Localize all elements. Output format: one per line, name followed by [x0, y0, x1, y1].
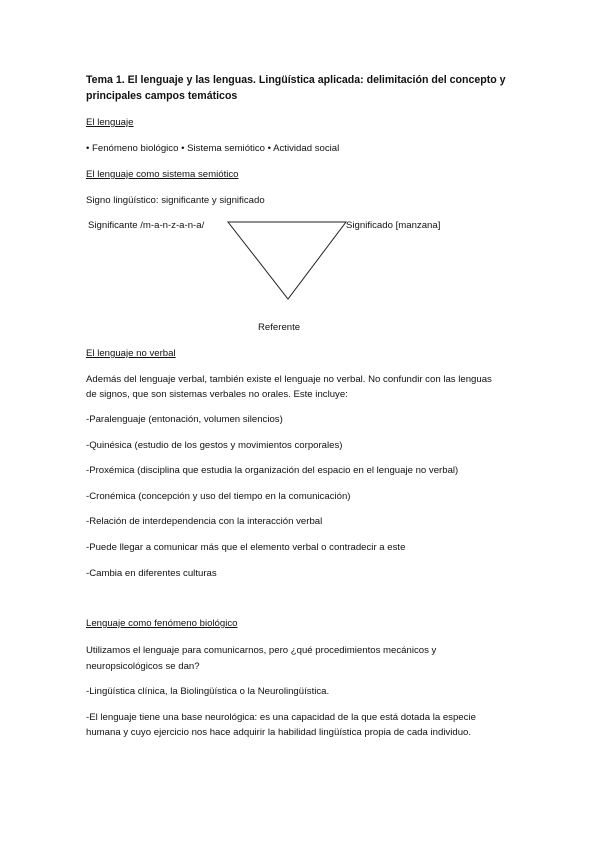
list-item: -Quinésica (estudio de los gestos y movimientos corporales) [86, 440, 343, 451]
bullet-line: • Fenómeno biológico • Sistema semiótico • Actividad social [86, 143, 340, 154]
document-title-line-1: Tema 1. El lenguaje y las lenguas. Lingüística aplicada: delimitación del concepto y [86, 74, 506, 86]
signified-label: Significado [manzana] [346, 220, 441, 231]
list-item: -Puede llegar a comunicar más que el elemento verbal o contradecir a este [86, 542, 406, 553]
section-heading-no-verbal: El lenguaje no verbal [86, 348, 176, 359]
list-item: -Paralenguaje (entonación, volumen silencios) [86, 414, 283, 425]
paragraph-line: humana y cuyo ejercicio nos hace adquirir la habilidad lingüística propia de cada individuo. [86, 727, 472, 738]
paragraph-line: Utilizamos el lenguaje para comunicarnos, pero ¿qué procedimientos mecánicos y [86, 645, 437, 656]
signifier-label: Significante /m-a-n-z-a-n-a/ [88, 220, 205, 231]
paragraph-line: neuropsicológicos se dan? [86, 661, 200, 672]
document-title-line-2: principales campos temáticos [86, 90, 238, 102]
sign-definition: Signo lingüístico: significante y significado [86, 195, 265, 206]
section-heading-biologico: Lenguaje como fenómeno biológico [86, 618, 238, 629]
list-item: -Cambia en diferentes culturas [86, 568, 217, 579]
section-heading-lenguaje: El lenguaje [86, 117, 134, 128]
paragraph-line: de signos, que son sistemas verbales no orales. Este incluye: [86, 389, 348, 400]
paragraph-line: -Lingüística clínica, la Biolingüística o la Neurolingüística. [86, 686, 330, 697]
section-heading-semiotico: El lenguaje como sistema semiótico [86, 169, 239, 180]
triangle-shape [228, 222, 346, 299]
list-item: -Cronémica (concepción y uso del tiempo en la comunicación) [86, 491, 351, 502]
paragraph-line: -El lenguaje tiene una base neurológica: es una capacidad de la que está dotada la especie [86, 712, 476, 723]
list-item: -Relación de interdependencia con la interacción verbal [86, 516, 323, 527]
paragraph-line: Además del lenguaje verbal, también existe el lenguaje no verbal. No confundir con las lenguas [86, 374, 492, 385]
referent-label: Referente [258, 322, 301, 333]
list-item: -Proxémica (disciplina que estudia la organización del espacio en el lenguaje no verbal) [86, 465, 459, 476]
